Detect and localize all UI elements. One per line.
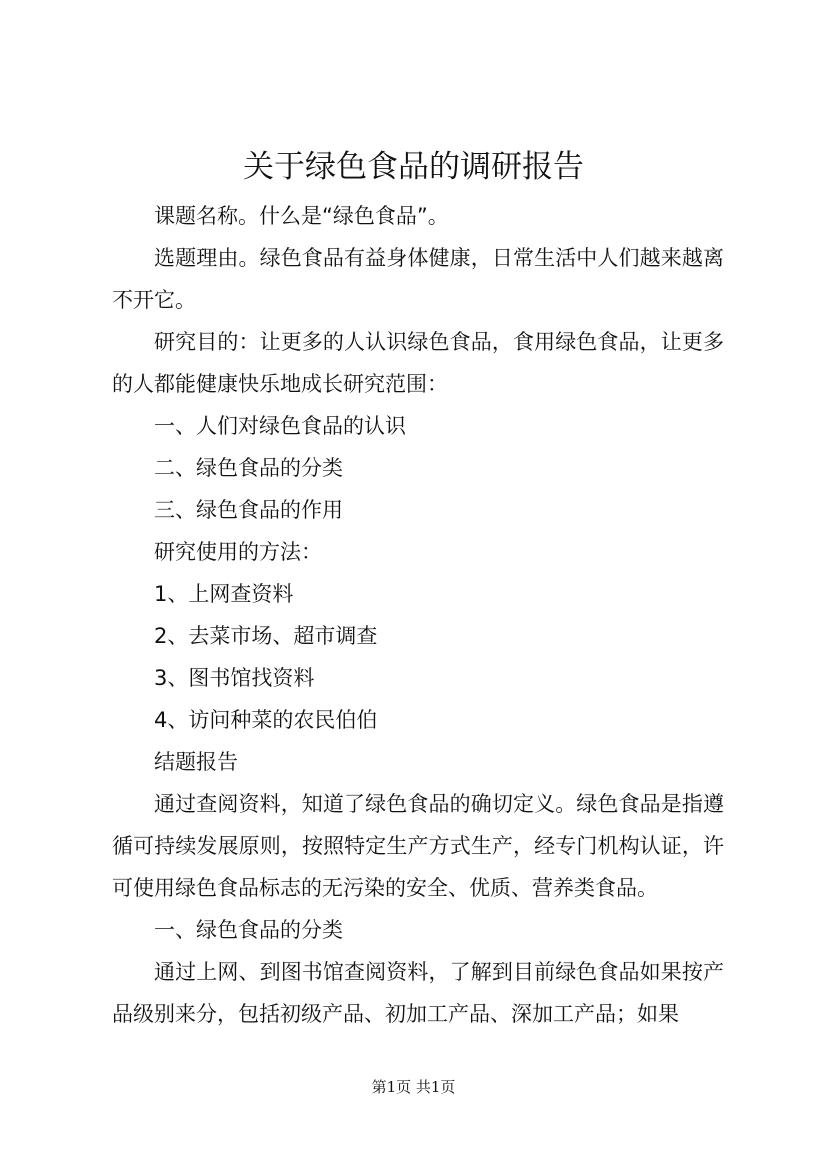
- section-heading-conclusion: 结题报告: [154, 750, 238, 774]
- document-title: 关于绿色食品的调研报告: [243, 149, 584, 185]
- paragraph-topic-name: 课题名称。什么是“绿色食品”。: [154, 204, 449, 228]
- list-item-scope-1: 一、人们对绿色食品的认识: [154, 414, 406, 438]
- paragraph-classification: 通过上网、到图书馆查阅资料，了解到目前绿色食品如果按产品级别来分，包括初级产品、初加工产品、深加工产品；如果: [112, 960, 724, 1026]
- list-item-scope-3: 三、绿色食品的作用: [154, 498, 343, 522]
- list-item-method-3: 3、图书馆找资料: [154, 666, 315, 690]
- paragraph-research-purpose: 研究目的：让更多的人认识绿色食品，食用绿色食品，让更多的人都能健康快乐地成长研究范围：: [112, 330, 724, 396]
- list-item-method-1: 1、上网查资料: [154, 582, 294, 606]
- paragraph-definition: 通过查阅资料，知道了绿色食品的确切定义。绿色食品是指遵循可持续发展原则，按照特定生产方式生产，经专门机构认证，许可使用绿色食品标志的无污染的安全、优质、营养类食品。: [112, 792, 724, 900]
- paragraph-methods-heading: 研究使用的方法：: [154, 540, 322, 564]
- page-footer: 第1页 共1页: [371, 1078, 456, 1096]
- list-item-method-4: 4、访问种菜的农民伯伯: [154, 708, 378, 732]
- list-item-scope-2: 二、绿色食品的分类: [154, 456, 343, 480]
- document-body: [112, 195, 724, 1035]
- section-heading-classification: 一、绿色食品的分类: [154, 918, 343, 942]
- paragraph-topic-reason: 选题理由。绿色食品有益身体健康，日常生活中人们越来越离不开它。: [112, 246, 724, 312]
- list-item-method-2: 2、去菜市场、超市调查: [154, 624, 378, 648]
